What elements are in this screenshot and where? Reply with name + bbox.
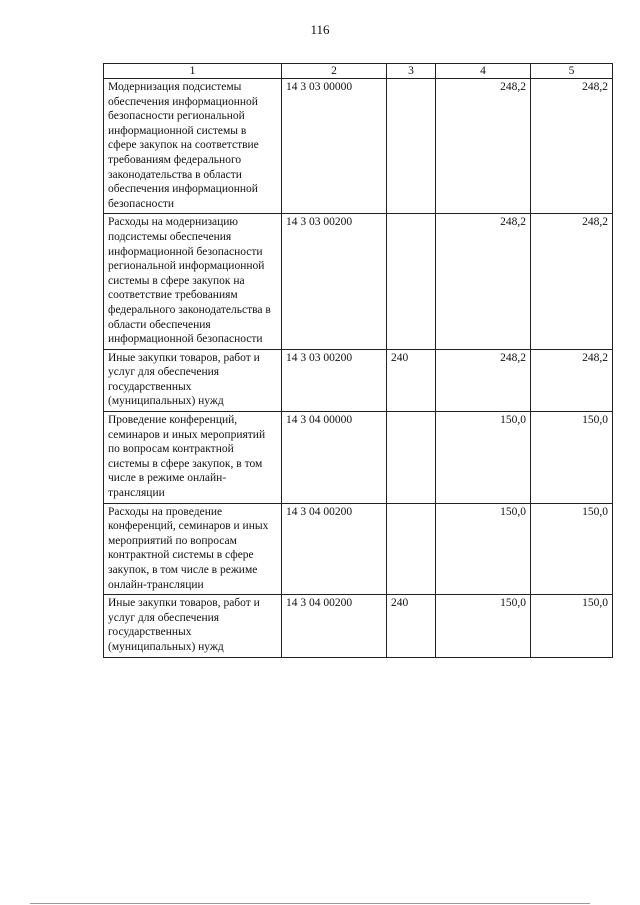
column-header-1: 1 [104,64,282,79]
column-header-3: 3 [387,64,436,79]
expense-name-cell: Модернизация подсистемы обеспечения информационной безопасности региональной информационной системы в сфере закупок на соответствие требованиям федерального законодательства в области обеспечения информационной безопасности [104,79,282,214]
table-row [104,503,613,595]
expense-type-cell: 240 [387,349,436,411]
expense-name-cell: Иные закупки товаров, работ и услуг для обеспечения государственных (муниципальных) нужд [104,595,282,657]
table-row [104,595,613,657]
amount-column-5-cell: 150,0 [531,503,613,595]
page-bottom-edge [30,903,590,904]
column-header-4: 4 [436,64,531,79]
table-row [104,412,613,504]
expense-name-cell: Расходы на модернизацию подсистемы обеспечения информационной безопасности региональной информационной системы в сфере закупок на соответствие требованиям федерального законодательства в области обеспечения информационной безопасности [104,214,282,349]
target-article-code-cell: 14 3 03 00200 [282,214,387,349]
column-header-5: 5 [531,64,613,79]
amount-column-4-cell: 150,0 [436,595,531,657]
page-number: 116 [310,22,330,37]
header-row [104,64,613,79]
target-article-code-cell: 14 3 04 00000 [282,412,387,504]
amount-column-5-cell: 150,0 [531,595,613,657]
expense-type-cell: 240 [387,595,436,657]
target-article-code-cell: 14 3 03 00200 [282,349,387,411]
expense-name-cell: Расходы на проведение конференций, семинаров и иных мероприятий по вопросам контрактной системы в сфере закупок, в том числе в режиме онлайн-трансляции [104,503,282,595]
amount-column-4-cell: 248,2 [436,79,531,214]
table-row [104,214,613,349]
target-article-code-cell: 14 3 04 00200 [282,595,387,657]
amount-column-5-cell: 248,2 [531,349,613,411]
amount-column-4-cell: 150,0 [436,503,531,595]
expense-type-cell [387,412,436,504]
amount-column-4-cell: 150,0 [436,412,531,504]
amount-column-5-cell: 150,0 [531,412,613,504]
expense-name-cell: Иные закупки товаров, работ и услуг для обеспечения государственных (муниципальных) нужд [104,349,282,411]
amount-column-4-cell: 248,2 [436,349,531,411]
table-row [104,79,613,214]
amount-column-5-cell: 248,2 [531,79,613,214]
budget-table [103,63,613,658]
target-article-code-cell: 14 3 04 00200 [282,503,387,595]
amount-column-5-cell: 248,2 [531,214,613,349]
expense-name-cell: Проведение конференций, семинаров и иных мероприятий по вопросам контрактной системы в сфере закупок, в том числе в режиме онлайн-трансляции [104,412,282,504]
expense-type-cell [387,214,436,349]
expense-type-cell [387,79,436,214]
column-header-2: 2 [282,64,387,79]
amount-column-4-cell: 248,2 [436,214,531,349]
expense-type-cell [387,503,436,595]
table-row [104,349,613,411]
target-article-code-cell: 14 3 03 00000 [282,79,387,214]
